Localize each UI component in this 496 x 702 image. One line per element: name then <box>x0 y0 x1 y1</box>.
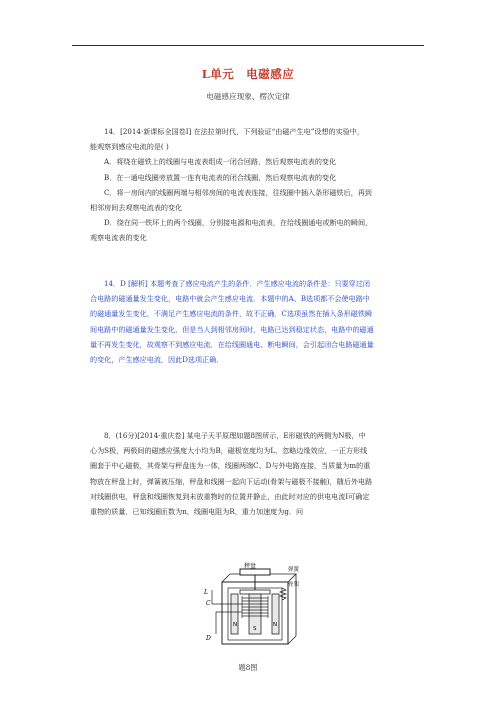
q14-stem-line1: 14．[2014·新课标全国卷Ⅰ] 在法拉第时代，下列验证“由磁产生电”设想的实验中， <box>104 127 364 136</box>
north-pole-right <box>272 594 279 634</box>
q14-stem-line2: 能观察到感应电流的是( ) <box>90 142 169 152</box>
q14-option-c-line1: C．将一房间内的线圈两端与相邻房间的电流表连接，往线圈中插入条形磁铁后，再到 <box>104 187 372 197</box>
q8-line1: 8．(16分)[2014·重庆卷] 某电子天平原理如题8图所示，E形磁铁的两侧为N极，中 <box>104 431 366 440</box>
answer-line5: 量不再发生变化，故观察不到感应电流．在给线圈通电、断电瞬间，会引起闭合电路磁通量 <box>90 339 374 349</box>
q14-option-a: A．将绕在磁铁上的线圈与电流表组成一闭合回路，然后观察电流表的变化 <box>104 157 337 167</box>
label-s: S <box>253 626 257 632</box>
answer-line2: 合电路的磁通量发生变化，电路中就会产生感应电流．本题中的A、B选项都不会使电路中 <box>90 294 370 304</box>
unit-name: 电磁感应 <box>246 67 295 81</box>
label-pan: 秤盘 <box>244 563 257 570</box>
q14-option-c-line2: 相邻房间去观察电流表的变化 <box>90 203 183 213</box>
answer-14 <box>90 276 420 367</box>
answer-line6: 的变化，产生感应电流，因此D选项正确． <box>90 355 224 365</box>
q14-option-b: B．在一通电线圈旁放置一连有电流表的闭合线圈，然后观察电流表的变化 <box>104 172 337 182</box>
question-14 <box>90 124 420 246</box>
label-spring: 弹簧 <box>288 567 300 573</box>
section-subtitle: 电磁感应现象、楞次定律 <box>206 92 290 101</box>
label-n-left: N <box>233 622 238 628</box>
label-frame: 骨架 <box>288 582 300 588</box>
label-d: D <box>206 635 211 642</box>
q14-option-d-line2: 观察电流表的变化 <box>90 233 147 243</box>
question-8 <box>90 428 420 519</box>
answer-line1: 14．D [解析] 本题考查了感应电流产生的条件．产生感应电流的条件是：只要穿过闭 <box>104 279 370 288</box>
q8-line4: 物放在秤盘上时，弹簧被压缩，秤盘和线圈一起向下运动(骨架与磁极不接触)，随后外电路 <box>90 476 373 486</box>
label-n-right: N <box>273 622 278 628</box>
electronic-balance-diagram <box>202 560 302 655</box>
north-pole-left <box>231 594 238 634</box>
q8-line6: 重物的质量．已知线圈匝数为n，线圈电阻为R，重力加速度为g．问 <box>90 507 304 517</box>
q8-line5: 对线圈供电，秤盘和线圈恢复到未放重物时的位置并静止，由此时对应的供电电流I可确定 <box>90 491 370 501</box>
label-l: L <box>204 589 208 596</box>
label-c: C <box>206 600 211 607</box>
coil-frame-top <box>240 590 270 594</box>
spring-shape <box>280 588 286 600</box>
q8-line2: 心为S极，两极间的磁感应强度大小均为B，磁极宽度均为L，忽略边缘效应，一正方形线 <box>90 446 368 456</box>
answer-line3: 的磁通量发生变化，不满足产生感应电流的条件，故不正确．C选项虽然在插入条形磁铁瞬 <box>90 309 373 319</box>
frame-bottom-edge <box>288 636 296 644</box>
q8-line3: 圈套于中心磁极，其骨架与秤盘连为一体，线圈两端C、D与外电路连接，当质量为m的重 <box>90 461 371 471</box>
q14-option-d-line1: D．绕在同一铁环上的两个线圈，分别接电源和电流表，在给线圈通电或断电的瞬间， <box>104 218 373 228</box>
header-rule <box>72 45 424 46</box>
unit-code: L单元 <box>201 67 235 81</box>
answer-line4: 间电路中的磁通量发生变化，但是当人到相邻房间时，电路已达到稳定状态，电路中的磁通 <box>90 324 374 334</box>
figure-caption: 题8图 <box>238 663 258 672</box>
unit-title <box>0 66 496 82</box>
